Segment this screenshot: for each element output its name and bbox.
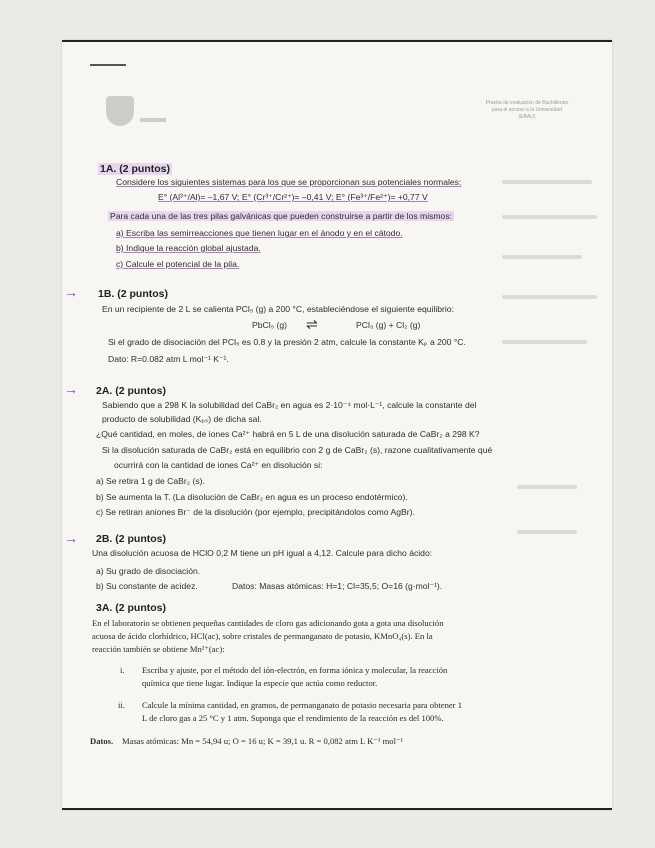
annotation-arrow-icon: →: [64, 381, 78, 397]
q3a-item-ii-line-1: Calcule la mínima cantidad, en gramos, de permanganato de potasio necesaria para obtener 1: [142, 700, 462, 710]
university-crest-icon: [106, 96, 134, 126]
q2a-title: 2A. (2 puntos): [96, 385, 166, 397]
q1b-question: Si el grado de disociación del PCl₅ es 0.8 y la presión 2 atm, calcule la constante Kₚ a 200 °C.: [108, 337, 466, 347]
q1b-intro: En un recipiente de 2 L se calienta PCl₅ (g) a 200 °C, estableciéndose el siguiente equilibrio:: [102, 304, 454, 314]
q1b-reaction-left: PbCl₅ (g): [252, 320, 287, 330]
q1a-intro: Considere los siguientes sistemas para los que se proporcionan sus potenciales normales:: [116, 177, 462, 187]
q3a-item-i-line-2: química que tiene lugar. Indique la especie que actúa como reductor.: [142, 678, 378, 688]
q1b-data: Dato: R=0.082 atm L mol⁻¹ K⁻¹.: [108, 354, 229, 364]
q1a-item-c: c) Calcule el potencial de la pila.: [116, 259, 240, 269]
bottom-border-line: [62, 808, 612, 810]
q3a-item-i-number: i.: [120, 665, 125, 675]
top-border-line: [62, 40, 612, 42]
q1a-potentials: E° (Al³⁺/Al)= –1,67 V; E° (Cr³⁺/Cr²⁺)= –0,41 V; E° (Fe³⁺/Fe²⁺)= +0,77 V: [158, 192, 428, 202]
header-line-3: (EBAU): [518, 114, 536, 120]
header-line-2: para el acceso a la Universidad: [492, 107, 562, 113]
q2a-line-2: producto de solubilidad (Kₚₛ) de dicha sal.: [102, 414, 262, 424]
q2a-line-3: ¿Qué cantidad, en moles, de iones Ca²⁺ habrá en 5 L de una disolución saturada de CaBr₂ a 298 K?: [96, 429, 480, 439]
q1a-item-b: b) Indique la reacción global ajustada.: [116, 243, 261, 253]
equilibrium-arrow-icon: ⇌: [306, 316, 318, 332]
header-exam-name: [467, 100, 587, 121]
q3a-data-label: Datos.: [90, 736, 114, 746]
q2a-item-c: c) Se retiran aniones Br⁻ de la disolución (por ejemplo, precipitándolos como AgBr).: [96, 507, 415, 517]
q1a-question: Para cada una de las tres pilas galvánicas que pueden construirse a partir de los mismos:: [110, 211, 453, 221]
bleed-mark: [502, 215, 597, 219]
q2b-data: Datos: Masas atómicas: H=1; Cl=35,5; O=16 (g·mol⁻¹).: [232, 581, 443, 591]
q3a-item-ii-line-2: L de cloro gas a 25 °C y 1 atm. Suponga que el rendimiento de la reacción es del 100%.: [142, 713, 444, 723]
q2b-item-b: b) Su constante de acidez.: [96, 581, 198, 591]
bleed-mark: [502, 255, 582, 259]
header-dash: [90, 64, 126, 66]
q2a-line-4: Si la disolución saturada de CaBr₂ está en equilibrio con 2 g de CaBr₂ (s), razone cualitativamente qué: [102, 445, 493, 455]
annotation-arrow-icon: →: [64, 530, 78, 546]
q2a-item-a: a) Se retira 1 g de CaBr₂ (s).: [96, 476, 205, 486]
q3a-title: 3A. (2 puntos): [96, 602, 166, 614]
q1b-reaction-right: PCl₃ (g) + Cl₂ (g): [356, 320, 421, 330]
q2b-title: 2B. (2 puntos): [96, 533, 166, 545]
q3a-item-ii-number: ii.: [118, 700, 125, 710]
exam-sheet: [62, 40, 612, 810]
q2b-item-a: a) Su grado de disociación.: [96, 566, 201, 576]
q3a-intro-1: En el laboratorio se obtienen pequeñas cantidades de cloro gas adicionando gota a gota una disolución: [92, 618, 444, 628]
q3a-intro-2: acuosa de ácido clorhídrico, HCl(ac), sobre cristales de permanganato de potasio, KMnO₄(s). En la: [92, 631, 433, 641]
q2a-item-b: b) Se aumenta la T. (La disolución de CaBr₂ en agua es un proceso endotérmico).: [96, 492, 408, 502]
q2b-intro: Una disolución acuosa de HClO 0,2 M tiene un pH igual a 4,12. Calcule para dicho ácido:: [92, 548, 433, 558]
q3a-intro-3: reacción también se obtiene Mn²⁺(ac):: [92, 644, 225, 654]
bleed-mark: [502, 180, 592, 184]
bleed-mark: [517, 485, 577, 489]
q1a-item-a: a) Escriba las semirreacciones que tienen lugar en el ánodo y en el cátodo.: [116, 228, 403, 238]
bleed-mark: [517, 530, 577, 534]
crest-caption-mark: [140, 118, 166, 122]
q1b-title: 1B. (2 puntos): [98, 288, 168, 300]
q2a-line-1: Sabiendo que a 298 K la solubilidad del CaBr₂ en agua es 2·10⁻⁴ mol·L⁻¹, calcule la constante del: [102, 400, 477, 410]
q1a-title: 1A. (2 puntos): [100, 163, 170, 175]
header-line-1: Prueba de evaluación de Bachillerato: [485, 100, 569, 106]
q2a-line-5: ocurrirá con la cantidad de iones Ca²⁺ en disolución si:: [114, 460, 323, 470]
q3a-data: Masas atómicas: Mn = 54,94 u; O = 16 u; K = 39,1 u. R = 0,082 atm L K⁻¹ mol⁻¹: [122, 736, 404, 746]
bleed-mark: [502, 340, 587, 344]
q3a-item-i-line-1: Escriba y ajuste, por el método del ión-electrón, en forma iónica y molecular, la reacción: [142, 665, 448, 675]
annotation-arrow-icon: →: [64, 284, 78, 300]
bleed-mark: [502, 295, 597, 299]
